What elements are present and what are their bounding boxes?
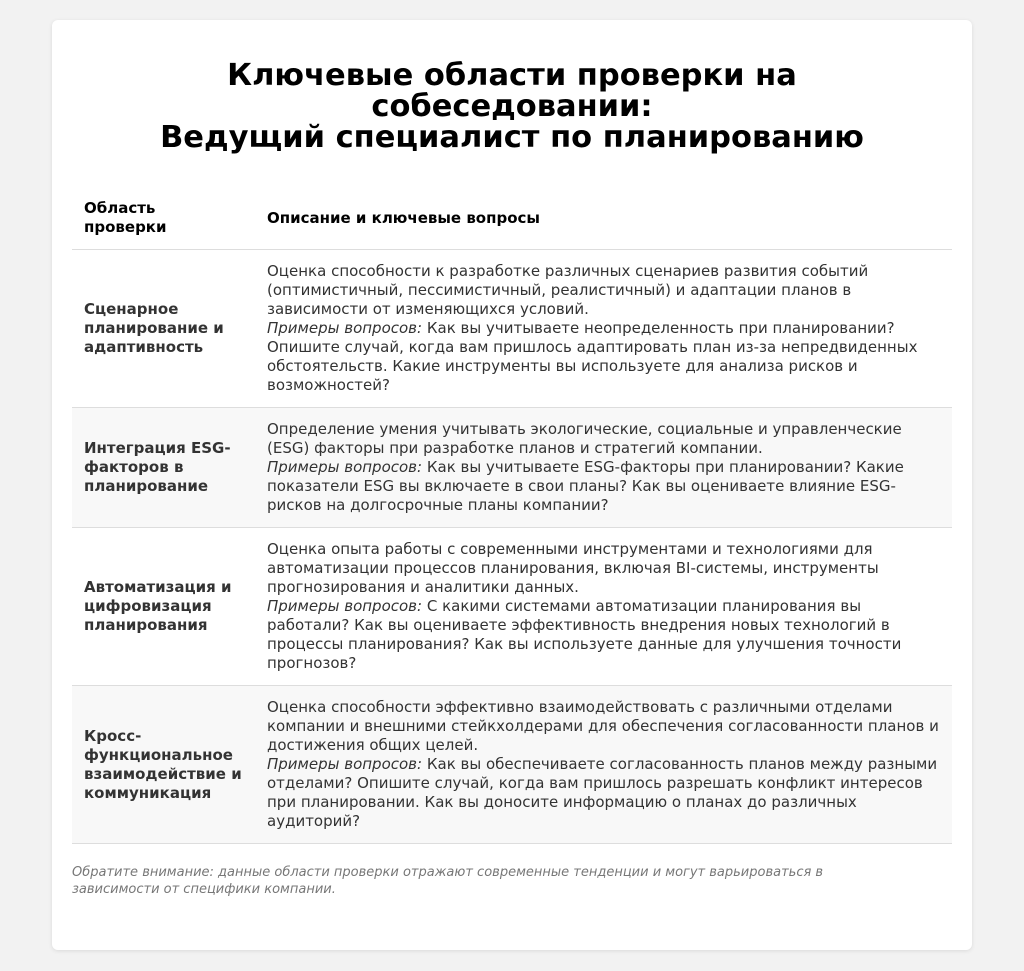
description-text: Оценка опыта работы с современными инструментами и технологиями для автоматизации процессов планирования, включая BI-системы, инструменты прогнозирования и аналитики данных.: [267, 540, 879, 596]
page-title-line-1: Ключевые области проверки на: [227, 58, 797, 93]
row-area: Интеграция ESG-факторов в планирование: [72, 408, 255, 528]
description-text: Определение умения учитывать экологические, социальные и управленческие (ESG) факторы при разработке планов и стратегий компании.: [267, 420, 902, 457]
table-row: [72, 686, 952, 844]
row-area: Кросс-функциональное взаимодействие и коммуникация: [72, 686, 255, 844]
examples-text: Как вы обеспечиваете согласованность планов между разными отделами? Опишите случай, когда вам пришлось разрешать конфликт интересов при планировании. Как вы доносите информацию о планах до различных аудиторий?: [267, 755, 938, 830]
table-row: [72, 528, 952, 686]
row-description: [255, 408, 952, 528]
header-area: Область проверки: [72, 189, 255, 250]
assessment-table: [72, 189, 952, 844]
row-description: [255, 250, 952, 408]
row-description: [255, 528, 952, 686]
description-text: Оценка способности эффективно взаимодействовать с различными отделами компании и внешними стейкхолдерами для обеспечения согласованности планов и достижения общих целей.: [267, 698, 939, 754]
table-row: [72, 250, 952, 408]
row-area: Сценарное планирование и адаптивность: [72, 250, 255, 408]
table-row: [72, 408, 952, 528]
footnote: Обратите внимание: данные области проверки отражают современные тенденции и могут варьироваться в зависимости от специфики компании.: [72, 865, 824, 897]
examples-text: Как вы учитываете неопределенность при планировании? Опишите случай, когда вам пришлось адаптировать план из-за непредвиденных обстоятельств. Какие инструменты вы используете для анализа рисков и возможностей?: [267, 319, 918, 394]
page-title-line-3: Ведущий специалист по планированию: [160, 120, 864, 155]
description-text: Оценка способности к разработке различных сценариев развития событий (оптимистичный, пессимистичный, реалистичный) и адаптации планов в зависимости от изменяющихся условий.: [267, 262, 869, 318]
examples-label: Примеры вопросов:: [267, 597, 423, 615]
examples-text: Как вы учитываете ESG-факторы при планировании? Какие показатели ESG вы включаете в свои планы? Как вы оцениваете влияние ESG-рисков на долгосрочные планы компании?: [267, 458, 904, 514]
examples-label: Примеры вопросов:: [267, 458, 423, 476]
page-title-line-2: собеседовании:: [371, 89, 653, 124]
examples-label: Примеры вопросов:: [267, 755, 423, 773]
examples-text: С какими системами автоматизации планирования вы работали? Как вы оцениваете эффективность внедрения новых технологий в процессы планирования? Как вы используете данные для улучшения точности прогнозов?: [267, 597, 902, 672]
row-area: Автоматизация и цифровизация планирования: [72, 528, 255, 686]
header-description: Описание и ключевые вопросы: [255, 189, 952, 250]
examples-label: Примеры вопросов:: [267, 319, 423, 337]
content-card: [52, 20, 972, 950]
page-title: [72, 60, 952, 153]
table-header-row: [72, 189, 952, 250]
row-description: [255, 686, 952, 844]
